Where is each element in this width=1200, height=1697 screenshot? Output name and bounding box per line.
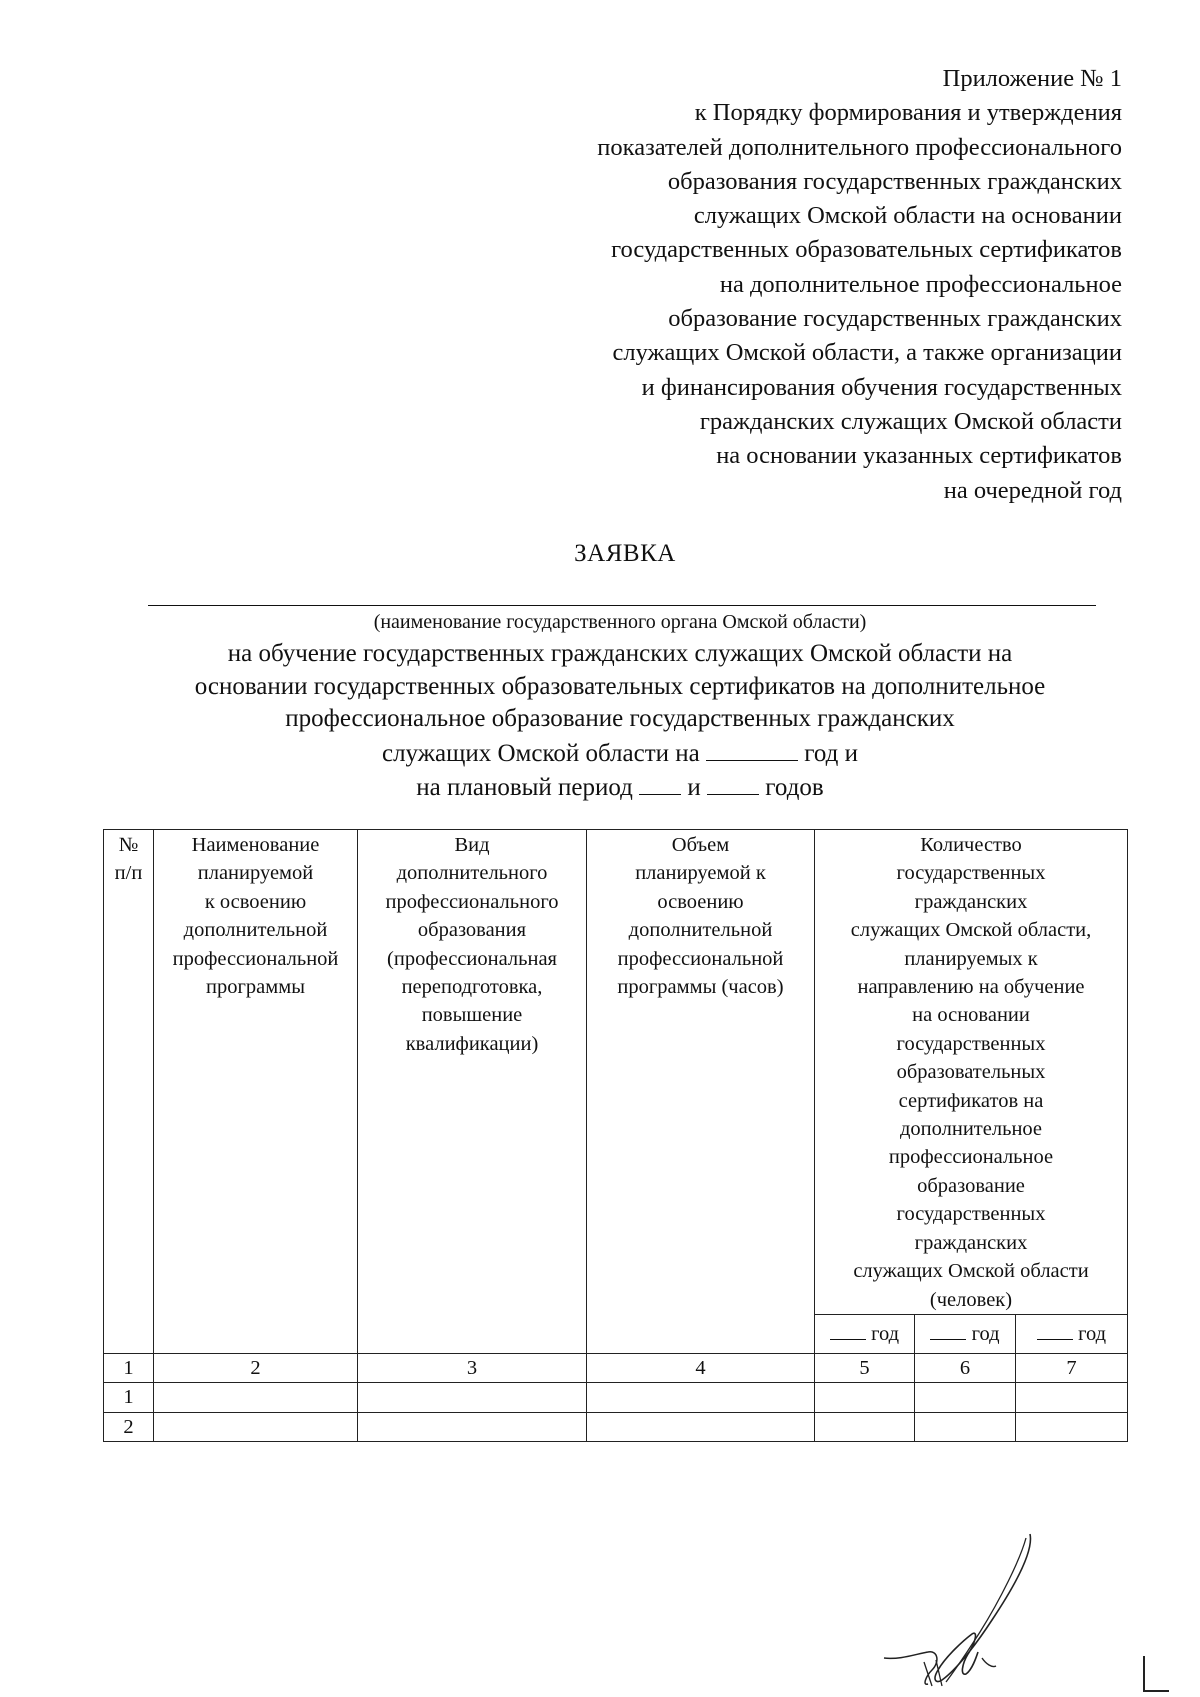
- header-program-volume: Объем планируемой к освоению дополнительной профессиональной программы (часов): [587, 830, 815, 1354]
- appendix-line: к Порядку формирования и утверждения: [694, 99, 1122, 127]
- plan-year-2-blank: [707, 770, 759, 795]
- cell-program-name: [154, 1383, 358, 1412]
- year-3-blank: [1037, 1319, 1073, 1340]
- org-name-blank-line: [148, 605, 1096, 606]
- plan-year-1-blank: [639, 770, 681, 795]
- appendix-line: государственных образовательных сертификатов: [611, 236, 1122, 264]
- header-year-3: год: [1016, 1314, 1128, 1353]
- cell-year-3: [1016, 1412, 1128, 1441]
- appendix-line: на очередной год: [943, 476, 1122, 504]
- appendix-line: образования государственных гражданских: [667, 167, 1122, 195]
- header-number: № п/п: [104, 830, 154, 1354]
- subject-line-5-end: годов: [765, 774, 824, 801]
- request-table: [103, 829, 1128, 1442]
- appendix-line: на основании указанных сертификатов: [716, 442, 1122, 470]
- subject-line-3: профессиональное образование государственных гражданских: [285, 705, 955, 732]
- cell-year-3: [1016, 1383, 1128, 1412]
- appendix-line: служащих Омской области, а также организации: [612, 339, 1122, 367]
- subject-line-1: на обучение государственных гражданских служащих Омской области на: [227, 640, 1013, 667]
- signature: [880, 1530, 1050, 1690]
- table-row: [104, 1383, 1128, 1412]
- year-2-blank: [930, 1319, 966, 1340]
- appendix-block: [402, 62, 1122, 508]
- cell-volume: [587, 1412, 815, 1441]
- header-year-1: год: [815, 1314, 915, 1353]
- subject-line-5-mid: и: [687, 774, 701, 801]
- cell-program-name: [154, 1412, 358, 1441]
- header-servants-count: Количество государственных гражданских служащих Омской области, планируемых к направлению на обучение на основании государственных образовательных сертификатов на дополнительное профессиональное образование государственных гражданских служащих Омской области (человек): [815, 830, 1128, 1315]
- subject-line-4-start: служащих Омской области на: [381, 739, 700, 767]
- header-year-2: год: [915, 1314, 1016, 1353]
- subject-line-5: [0, 770, 1200, 805]
- document-title: ЗАЯВКА: [574, 540, 676, 567]
- cell-education-type: [358, 1383, 587, 1412]
- column-number: 6: [915, 1353, 1016, 1382]
- header-program-name: Наименование планируемой к освоению дополнительной профессиональной программы: [154, 830, 358, 1354]
- cell-year-1: [815, 1412, 915, 1441]
- appendix-line: служащих Омской области на основании: [693, 202, 1122, 230]
- column-number: 7: [1016, 1353, 1128, 1382]
- cell-volume: [587, 1383, 815, 1412]
- appendix-line: гражданских служащих Омской области: [699, 407, 1122, 435]
- column-number: 3: [358, 1353, 587, 1382]
- year-blank: [706, 736, 798, 761]
- appendix-line: на дополнительное профессиональное: [719, 270, 1122, 298]
- column-number: 2: [154, 1353, 358, 1382]
- cell-year-1: [815, 1383, 915, 1412]
- subject-line-4: [0, 736, 1200, 771]
- column-number: 5: [815, 1353, 915, 1382]
- appendix-line: Приложение № 1: [942, 65, 1122, 92]
- cell-education-type: [358, 1412, 587, 1441]
- subject-line-5-start: на плановый период: [416, 774, 633, 801]
- page-corner-mark: [1143, 1656, 1169, 1692]
- request-subject: [0, 638, 1200, 805]
- subject-line-4-end: год и: [804, 739, 859, 767]
- org-name-caption: (наименование государственного органа Омской области): [373, 611, 867, 633]
- appendix-line: показателей дополнительного профессионального: [597, 133, 1122, 161]
- row-number: 2: [104, 1412, 154, 1441]
- header-education-type: Вид дополнительного профессионального образования (профессиональная переподготовка, повышение квалификации): [358, 830, 587, 1354]
- appendix-line: и финансирования обучения государственных: [641, 373, 1122, 401]
- column-number: 4: [587, 1353, 815, 1382]
- year-1-blank: [830, 1319, 866, 1340]
- cell-year-2: [915, 1383, 1016, 1412]
- table-row: [104, 1412, 1128, 1441]
- appendix-line: образование государственных гражданских: [668, 305, 1122, 333]
- row-number: 1: [104, 1383, 154, 1412]
- cell-year-2: [915, 1412, 1016, 1441]
- column-number: 1: [104, 1353, 154, 1382]
- subject-line-2: основании государственных образовательных сертификатов на дополнительное: [194, 672, 1046, 700]
- column-number-row: [104, 1353, 1128, 1382]
